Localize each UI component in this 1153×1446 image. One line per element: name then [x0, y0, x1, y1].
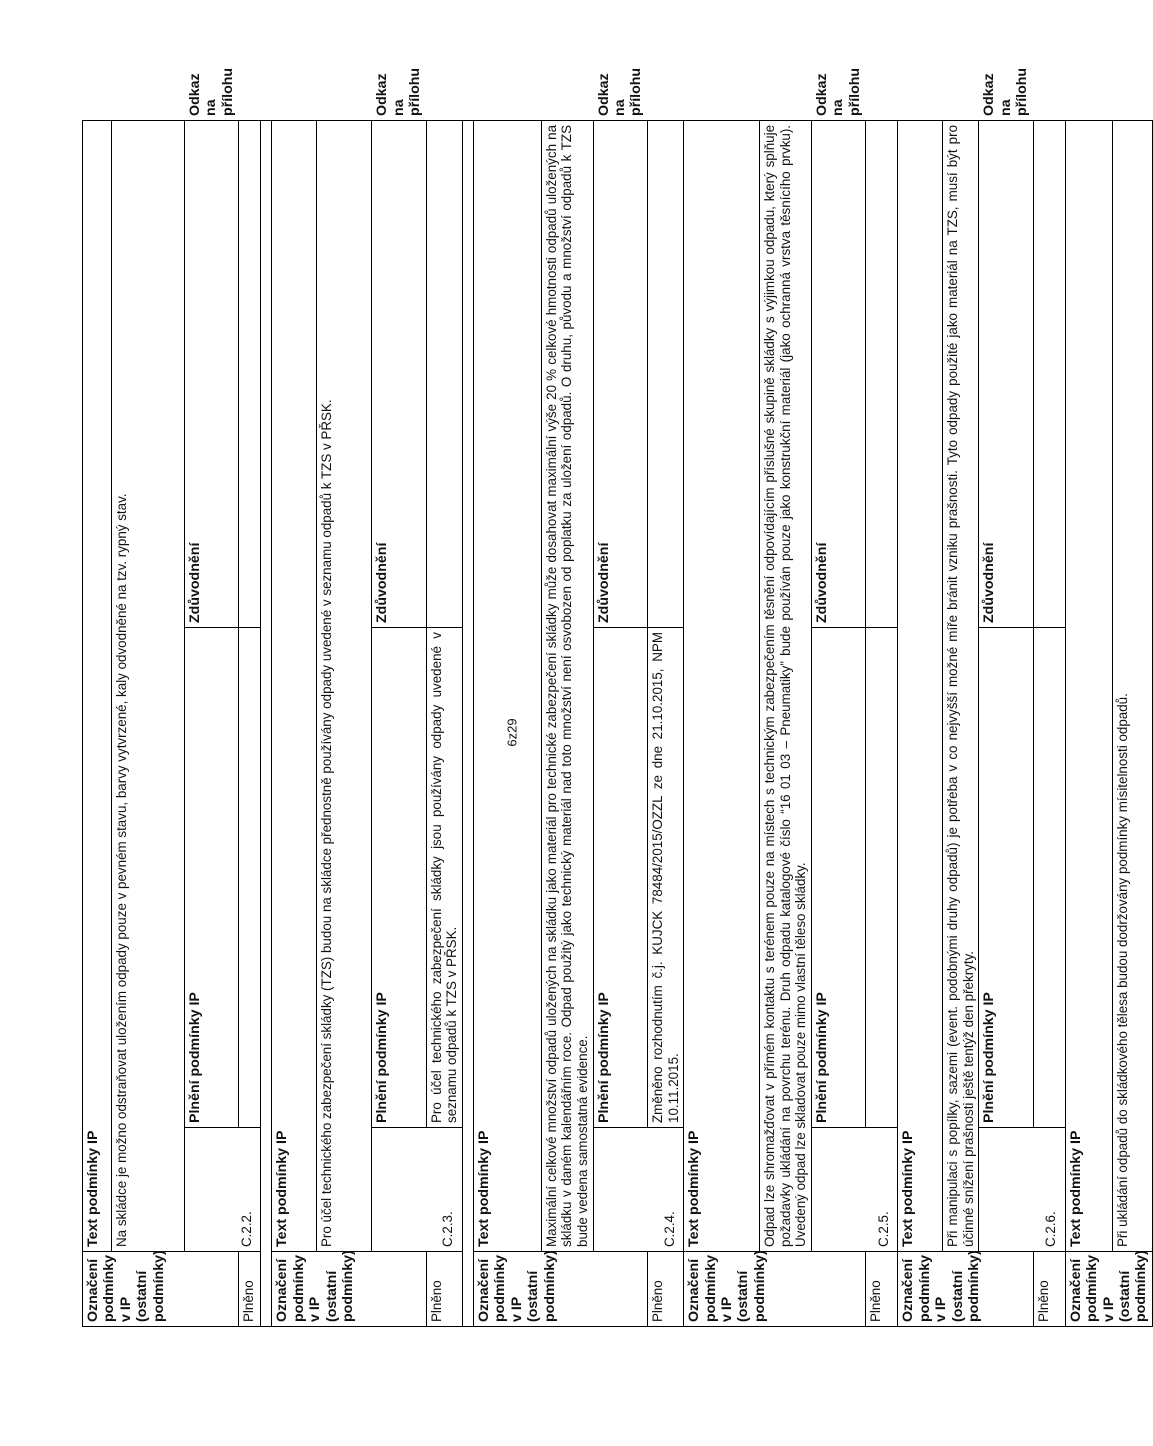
text-header: Text podmínky IP — [473, 120, 541, 1251]
odkaz-value — [239, 120, 261, 627]
odkaz-value — [1033, 120, 1065, 627]
plneni-value: Plněno — [647, 1252, 683, 1327]
plneni-value: Plněno — [426, 1252, 462, 1327]
zduvodneni-header: Zdůvodnění — [979, 120, 1033, 627]
row-spacer — [261, 120, 272, 1326]
odkaz-value — [426, 120, 462, 627]
condition-id: C.2.4. — [593, 1128, 684, 1252]
zduvodneni-value: Změněno rozhodnutím č.j. KUJCK 78484/2015/OZZL ze dne 21.10.2015, NPM 10.11.2015. — [647, 628, 683, 1128]
text-header: Text podmínky IP — [684, 120, 760, 1251]
zduvodneni-header: Zdůvodnění — [593, 120, 647, 627]
condition-text: Odpad lze shromažďovat v přímém kontaktu s terénem pouze na místech s technickým zabezpečením těsnění odpovídajícím příslušné skupině skládky s výjimkou odpadu, který splňuje požadavky ukládání na povrchu terénu. Druh odpadu katalogové číslo “16 01 03 – Pneumatiky” bude používán pouze jako konstrukční materiál (jako ochranná vrstva těsnícího prvku). Uvedený odpad lze skladovat pouze mimo vlastní těleso skládky. — [760, 120, 812, 1251]
conditions-table: Označení podmínky v IP (ostatní podmínky) Text podmínky IP Na skládce je možno odstraňovat uložením odpady pouze v pevném stavu, barvy vytvrzené, kaly odvodněné na tzv. rypný stav. C.2.2. Plnění podmínky IP Zdůvodnění Odkaz na přílohu Plněno Označení podmínky v IP (ostatní podmínky) Text podmínky IP Pro účel technického zabezpečení skládky (TZS) budou na skládce přednostně používány odpady uvedené v seznamu odpadů k TZS v PŘSK. C.2.3. Plnění podmínky IP Zdůvodnění Odkaz na přílohu Plněno Pro účel technického zabezpečení skládky jsou používány odpady uvedené v seznamu odpadů k TZS v PŘSK. Označení podmínky v IP (ostatní podmínky) Text podmínky IP Maximální celkové množství odpadů uložených na skládku jako materiál pro technické zabezpečení skládky může dosahovat maximální výše 20 % celkové hmotnosti odpadů uložených na skládku v daném kalendářním roce. Odpad použitý jako technický materiál nad toto množství není osvobozen od poplatku za uložení odpadů. O druhu, původu a množství odpadů k TZS bude vedena samostatná evidence. C.2.4. Plnění podmínky IP Zdůvodnění Odkaz na přílohu Plněno Změněno rozhodnutím č.j. KUJCK 78484/2015/OZZL ze dne 21.10.2015, NPM 10.11.2015. Označení podmínky v IP (ostatní podmínky) Text podmínky IP Odpad lze shromažďovat v přímém kontaktu s terénem pouze na místech s technickým zabezpečením těsnění odpovídajícím příslušné skupině skládky s výjimkou odpadu, který splňuje požadavky ukládání na povrchu terénu. Druh odpadu katalogové číslo “16 01 03 – Pneumatiky” bude používán pouze jako konstrukční materiál (jako ochranná vrstva těsnícího prvku). Uvedený odpad lze skladovat pouze mimo vlastní těleso skládky. C.2.5. Plnění podmínky IP Zdůvodnění Odkaz na přílohu Plněno Označení podmínky v IP (ostatní podmínky) Text podmínky IP Při manipulaci s popílky, sazemi (event. podobnými druhy odpadů) je potřeba v co nejvyšší možné míře bránit vzniku prašnosti. Tyto odpady použité jako materiál na TZS, musí být pro účinné snížení prašnosti ještě tentýž den překryty. C.2.6. Plnění podmínky IP Zdůvodnění Odkaz na přílohu Plněno Označení podmínky v IP (ostatní podmínky) Text podmínky IP Při ukládání odpadů do skládkového tělesa budou dodržovány podmínky mísitelnosti odpadů. — [82, 120, 1153, 1327]
text-header: Text podmínky IP — [83, 120, 112, 1251]
zduvodneni-header: Zdůvodnění — [811, 120, 865, 627]
condition-id: C.2.2. — [185, 1128, 261, 1252]
condition-label: Označení podmínky v IP (ostatní podmínky) — [272, 1252, 426, 1327]
plneni-header: Plnění podmínky IP — [979, 628, 1033, 1128]
zduvodneni-header: Zdůvodnění — [372, 120, 426, 627]
plneni-header: Plnění podmínky IP — [185, 628, 239, 1128]
condition-id: C.2.5. — [811, 1128, 897, 1252]
odkaz-value — [866, 120, 898, 627]
text-header: Text podmínky IP — [1065, 120, 1113, 1251]
zduvodneni-value: Pro účel technického zabezpečení skládky jsou používány odpady uvedené v seznamu odpadů k TZS v PŘSK. — [426, 628, 462, 1128]
condition-label: Označení podmínky v IP (ostatní podmínky) — [473, 1252, 647, 1327]
condition-id: C.2.6. — [979, 1128, 1065, 1252]
plneni-value: Plněno — [866, 1252, 898, 1327]
condition-label: Označení podmínky v IP (ostatní podmínky) — [684, 1252, 866, 1327]
plneni-header: Plnění podmínky IP — [811, 628, 865, 1128]
condition-text: Maximální celkové množství odpadů uložených na skládku jako materiál pro technické zabezpečení skládky může dosahovat maximální výše 20 % celkové hmotnosti odpadů uložených na skládku v daném kalendářním roce. Odpad použitý jako technický materiál nad toto množství není osvobozen od poplatku za uložení odpadů. O druhu, původu a množství odpadů k TZS bude vedena samostatná evidence. — [541, 120, 593, 1251]
text-header: Text podmínky IP — [272, 120, 317, 1251]
condition-text: Na skládce je možno odstraňovat uložením odpady pouze v pevném stavu, barvy vytvrzené, kaly odvodněné na tzv. rypný stav. — [112, 120, 185, 1251]
rotated-document — [82, 67, 1150, 1327]
condition-id: C.2.3. — [372, 1128, 463, 1252]
plneni-value: Plněno — [239, 1252, 261, 1327]
zduvodneni-value — [1033, 628, 1065, 1128]
row-spacer — [462, 120, 473, 1326]
plneni-header: Plnění podmínky IP — [593, 628, 647, 1128]
text-header: Text podmínky IP — [898, 120, 943, 1251]
zduvodneni-value — [866, 628, 898, 1128]
condition-label: Označení podmínky v IP (ostatní podmínky) — [1065, 1252, 1152, 1327]
zduvodneni-header: Zdůvodnění — [185, 120, 239, 627]
condition-label: Označení podmínky v IP (ostatní podmínky) — [83, 1252, 239, 1327]
condition-text: Při manipulaci s popílky, sazemi (event. podobnými druhy odpadů) je potřeba v co nejvyšší možné míře bránit vzniku prašnosti. Tyto odpady použité jako materiál na TZS, musí být pro účinné snížení prašnosti ještě tentýž den překryty. — [943, 120, 979, 1251]
odkaz-value — [647, 120, 683, 627]
page-number: 6z29 — [504, 717, 520, 747]
condition-text: Při ukládání odpadů do skládkového tělesa budou dodržovány podmínky mísitelnosti odpadů. — [1113, 120, 1153, 1251]
plneni-header: Plnění podmínky IP — [372, 628, 426, 1128]
zduvodneni-value — [239, 628, 261, 1128]
condition-label: Označení podmínky v IP (ostatní podmínky) — [898, 1252, 1034, 1327]
condition-text: Pro účel technického zabezpečení skládky (TZS) budou na skládce přednostně používány odpady uvedené v seznamu odpadů k TZS v PŘSK. — [317, 120, 372, 1251]
plneni-value: Plněno — [1033, 1252, 1065, 1327]
